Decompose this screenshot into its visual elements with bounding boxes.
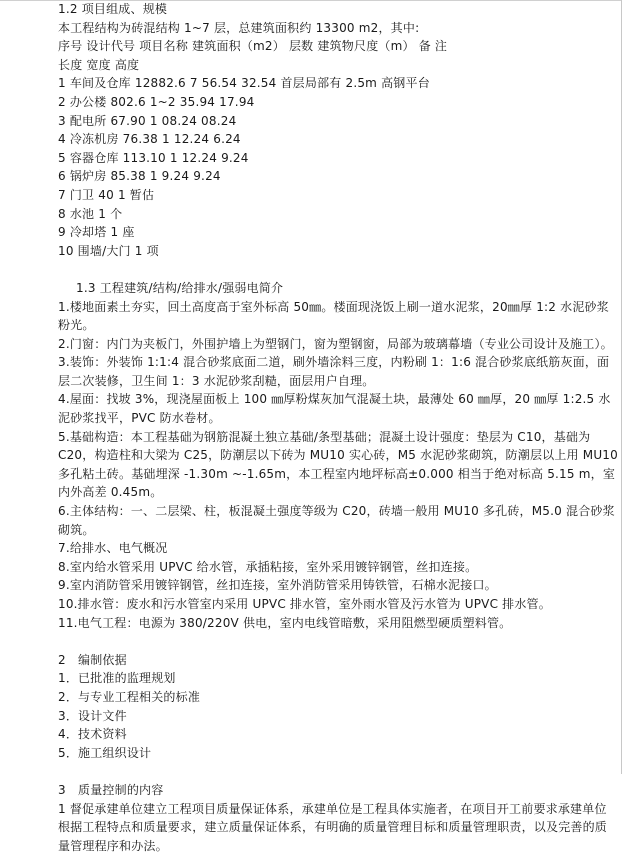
basis-item: 1．已批准的监理规划	[58, 671, 176, 686]
basis-heading: 2 编制依据	[58, 652, 127, 667]
table-row: 7 门卫 40 1 暂估	[58, 187, 155, 202]
project-heading: 1.2 项目组成、规模	[58, 2, 168, 16]
table-row: 1 车间及仓库 12882.6 7 56.54 32.54 首层局部有 2.5m 高钢平台	[58, 76, 430, 91]
basis-item: 3．设计文件	[58, 708, 127, 723]
overview-item: 11.电气工程：电源为 380/220V 供电，室内电线管暗敷，采用阻燃型硬质塑料管。	[58, 615, 512, 630]
spacer	[58, 762, 618, 781]
overview-item: 7.给排水、电气概况	[58, 541, 168, 556]
table-header-1: 序号 设计代号 项目名称 建筑面积（m2） 层数 建筑物尺度（m） 备 注	[58, 39, 448, 54]
table-header-2: 长度 宽度 高度	[58, 57, 140, 72]
overview-item: 8.室内给水管采用 UPVC 给水管，承插粘接，室外采用镀锌钢管，丝扣连接。	[58, 559, 478, 574]
overview-item: 10.排水管：废水和污水管室内采用 UPVC 排水管，室外雨水管及污水管为 UPVC 排水管。	[58, 597, 551, 611]
basis-item: 5．施工组织设计	[58, 745, 152, 760]
spacer	[58, 260, 618, 279]
overview-item: 9.室内消防管采用镀锌钢管，丝扣连接，室外消防管采用铸铁管，石棉水泥接口。	[58, 578, 497, 593]
table-row: 2 办公楼 802.6 1~2 35.94 17.94	[58, 94, 255, 109]
spacer	[58, 632, 618, 651]
table-row: 4 冷冻机房 76.38 1 12.24 6.24	[58, 132, 241, 147]
table-row: 6 锅炉房 85.38 1 9.24 9.24	[58, 169, 221, 184]
quality-heading: 3 质量控制的内容	[58, 782, 164, 797]
overview-heading: 1.3 工程建筑/结构/给排水/强弱电简介	[76, 280, 284, 295]
table-row: 5 容器仓库 113.10 1 12.24 9.24	[58, 150, 249, 165]
basis-item: 2．与专业工程相关的标准	[58, 689, 201, 704]
quality-text: 1 督促承建单位建立工程项目质量保证体系，承建单位是工程具体实施者，在项目开工前要求承建单位根据工程特点和质量要求，建立质量保证体系，有明确的质量管理目标和质量管理职责，以及完善的质量管理程序和办法。	[58, 801, 608, 853]
table-row: 8 水池 1 个	[58, 206, 123, 221]
table-row: 3 配电所 67.90 1 08.24 08.24	[58, 113, 237, 128]
document-body	[58, 0, 618, 855]
basis-item: 4．技术资料	[58, 727, 127, 742]
page-right-border	[621, 0, 622, 774]
overview-item: 3.装饰：外装饰 1:1:4 混合砂浆底面二道，刷外墙涂料三度，内粉刷 1：1:6 混合砂浆底纸筋灰面，面层二次装修，卫生间 1：3 水泥砂浆刮糙，面层用户自理。	[58, 355, 610, 388]
overview-item: 4.屋面：找坡 3%，现浇屋面板上 100 ㎜厚粉煤灰加气混凝土块，最薄处 60 ㎜厚，20 ㎜厚 1:2.5 水泥砂浆找平，PVC 防水卷材。	[58, 392, 611, 426]
table-row: 10 围墙/大门 1 项	[58, 243, 159, 258]
overview-item: 2.门窗：内门为夹板门，外围护墙上为塑钢门，窗为塑钢窗，局部为玻璃幕墙（专业公司设计及施工）。	[58, 336, 613, 351]
overview-item: 5.基础构造：本工程基础为钢筋混凝土独立基础/条型基础；混凝土设计强度：垫层为 C10，基础为 C20，构造柱和大梁为 C25，防潮层以下砖为 MU10 实心砖，M5 水泥砂浆砌筑，防潮层以上用 MU10 多孔粘土砖。基础埋深 -1.30m ~-1.65m，本工程室内地坪标高±0.000 相当于绝对标高 5.15 m，室内外高差 0.45m。	[58, 429, 618, 500]
table-row: 9 冷却塔 1 座	[58, 225, 135, 240]
overview-item: 6.主体结构：一、二层梁、柱，板混凝土强度等级为 C20，砖墙一般用 MU10 多孔砖，M5.0 混合砂浆砌筑。	[58, 504, 615, 537]
overview-item: 1.楼地面素土夯实，回土高度高于室外标高 50㎜。楼面现浇饭上刷一道水泥浆，20㎜厚 1:2 水泥砂浆粉光。	[58, 299, 609, 333]
project-intro: 本工程结构为砖混结构 1~7 层，总建筑面积约 13300 m2，其中:	[58, 20, 420, 35]
